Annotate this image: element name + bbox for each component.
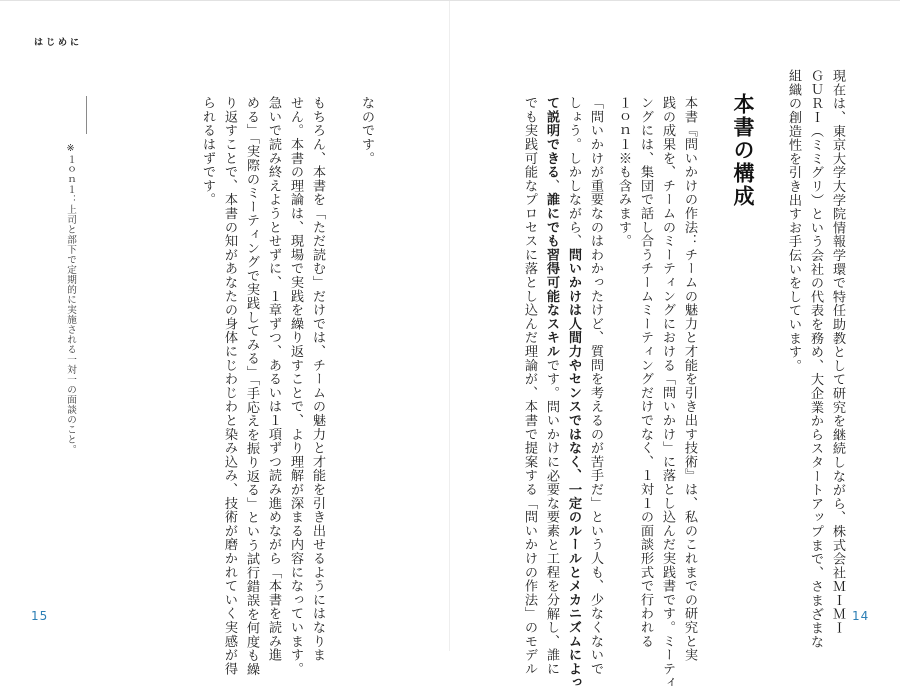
intro-line: 組織の創造性を引き出すお手伝いをしています。	[786, 69, 801, 373]
questioning-line: 「問いかけが重要なのはわかったけど、質問を考えるのが苦手だ」という人も、少なくないで	[588, 96, 603, 676]
questioning-line: でも実践可能なプロセスに落とし込んだ理論が、本書で提案する「問いかけの作法」のモデル	[522, 96, 537, 676]
intro-line: ＧＵＲＩ（ミミグリ）という会社の代表を務め、大企業からスタートアップまで、さまざまな	[808, 69, 823, 649]
questioning-line-text: 、	[544, 178, 559, 193]
running-head: はじめに	[34, 38, 83, 48]
footnote: ※１ｏｎ１：上司と部下で定期的に実施される一対一の面談のこと。	[65, 143, 76, 455]
structure-line: 践の成果を、チームのミーティングにおける「問いかけ」に落とし込んだ実践書です。ミーティ	[660, 96, 675, 689]
structure-line: 本書『問いかけの作法：チームの魅力と才能を引き出す技術』は、私のこれまでの研究と実	[682, 96, 697, 662]
page-number-left: 15	[31, 609, 49, 623]
structure-paragraph	[612, 96, 700, 689]
reading-line: せん。本書の理論は、現場で実践を繰り返すことで、より理解が深まる内容になっています。	[288, 96, 303, 676]
section-heading: 本書の構成	[731, 93, 755, 208]
structure-line: ングには、集団で話し合うチームミーティングだけでなく、１対１の面談形式で行われる	[638, 96, 653, 648]
emphasis-text: て説明できる	[544, 96, 559, 179]
emphasis-text: 問いかけは人間力やセンスではなく、一定のルールとメカニズムによっ	[566, 247, 581, 689]
intro-line: 現在は、東京大学大学院情報学環で特任助教として研究を継続しながら、株式会社ＭＩＭＩ	[830, 69, 845, 635]
page-number-right: 14	[852, 609, 870, 623]
reading-paragraph	[196, 96, 328, 677]
footnote-rule	[86, 96, 87, 134]
questioning-line-text: しょう。しかしながら、	[566, 96, 581, 248]
reading-line: もちろん、本書を「ただ読む」だけでは、チームの魅力と才能を引き出せるようにはなりま	[310, 96, 325, 662]
questioning-paragraph	[518, 96, 606, 689]
emphasis-text: 誰にでも習得可能なスキル	[544, 192, 559, 359]
reading-line: り返すことで、本書の知があなたの身体にじわじわと染み込み、技術が磨かれていく実感が得	[222, 96, 237, 676]
reading-line: られるはずです。	[200, 96, 215, 207]
questioning-line-text: です。問いかけに必要な要素と工程を分解し、誰に	[544, 358, 559, 676]
intro-paragraph	[782, 69, 848, 649]
reading-line: 急いで読み終えようとせずに、１章ずつ、あるいは１項ずつ読み進めながら「本書を読み進	[266, 96, 281, 662]
closing-line: なのです。	[359, 96, 374, 165]
structure-line: １ｏｎ１※も含みます。	[616, 96, 631, 248]
page-gutter	[449, 1, 450, 651]
reading-line: める」「実際のミーティングで実践してみる」「手応えを振り返る」という試行錯誤を何度も繰	[244, 96, 259, 677]
